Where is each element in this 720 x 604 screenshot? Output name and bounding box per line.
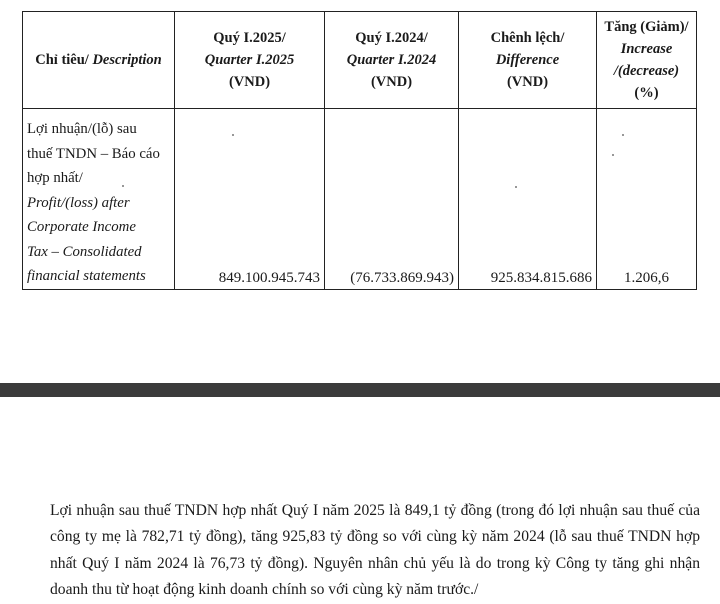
table-header-row (23, 12, 697, 109)
header-change-en1: Increase (620, 41, 673, 57)
header-q2025-vn: Quý I.2025/ (213, 30, 286, 46)
cell-q2024: (76.733.869.943) (325, 109, 459, 290)
scan-speck (232, 134, 234, 136)
row-label-vn-3: hợp nhất/ (27, 170, 83, 186)
profit-table (22, 11, 697, 290)
header-change-unit: (%) (634, 85, 659, 101)
scan-speck (515, 186, 517, 188)
header-description-en: Description (92, 52, 162, 68)
header-q2024-en: Quarter I.2024 (346, 52, 437, 68)
header-difference-unit: (VND) (506, 74, 549, 90)
header-difference-en: Difference (495, 52, 560, 68)
header-q2024-vn: Quý I.2024/ (355, 30, 428, 46)
row-label-en-2: Corporate Income (27, 219, 136, 235)
header-q2024-unit: (VND) (370, 74, 413, 90)
header-description (23, 12, 175, 109)
page-divider (0, 383, 720, 397)
scan-speck (612, 154, 614, 156)
header-difference (459, 12, 597, 109)
header-change-en2: /(decrease) (613, 63, 680, 79)
cell-q2025: 849.100.945.743 (175, 109, 325, 290)
row-label-vn-2: thuế TNDN – Báo cáo (27, 145, 160, 162)
row-label-en-3: Tax – Consolidated (27, 243, 142, 260)
table-row (23, 109, 697, 290)
summary-paragraph: Lợi nhuận sau thuế TNDN hợp nhất Quý I năm 2025 là 849,1 tỷ đồng (trong đó lợi nhuận sau thuế của công ty mẹ là 782,71 tỷ đồng), tăng 925,83 tỷ đồng so với cùng kỳ năm 2024 (lỗ sau thuế TNDN hợp nhất Quý I năm 2024 là 76,73 tỷ đồng). Nguyên nhân chủ yếu là do trong kỳ Công ty tăng ghi nhận doanh thu từ hoạt động kinh doanh chính so với cùng kỳ năm trước./ (50, 501, 700, 599)
header-description-vn: Chỉ tiêu/ (35, 52, 89, 68)
header-q2025 (175, 12, 325, 109)
row-label-vn-1: Lợi nhuận/(lỗ) sau (27, 121, 137, 137)
header-q2025-en: Quarter I.2025 (204, 52, 295, 68)
row-label (23, 109, 175, 290)
header-difference-vn: Chênh lệch/ (490, 30, 565, 46)
header-change (597, 12, 697, 109)
cell-difference: 925.834.815.686 (459, 109, 597, 290)
row-label-en-1: Profit/(loss) after (27, 194, 130, 211)
header-q2025-unit: (VND) (228, 74, 271, 90)
scan-speck (622, 134, 624, 136)
cell-change: 1.206,6 (597, 109, 697, 290)
header-q2024 (325, 12, 459, 109)
header-change-vn: Tăng (Giảm)/ (604, 19, 689, 35)
scan-speck (122, 185, 124, 187)
row-label-en-4: financial statements (27, 268, 146, 284)
